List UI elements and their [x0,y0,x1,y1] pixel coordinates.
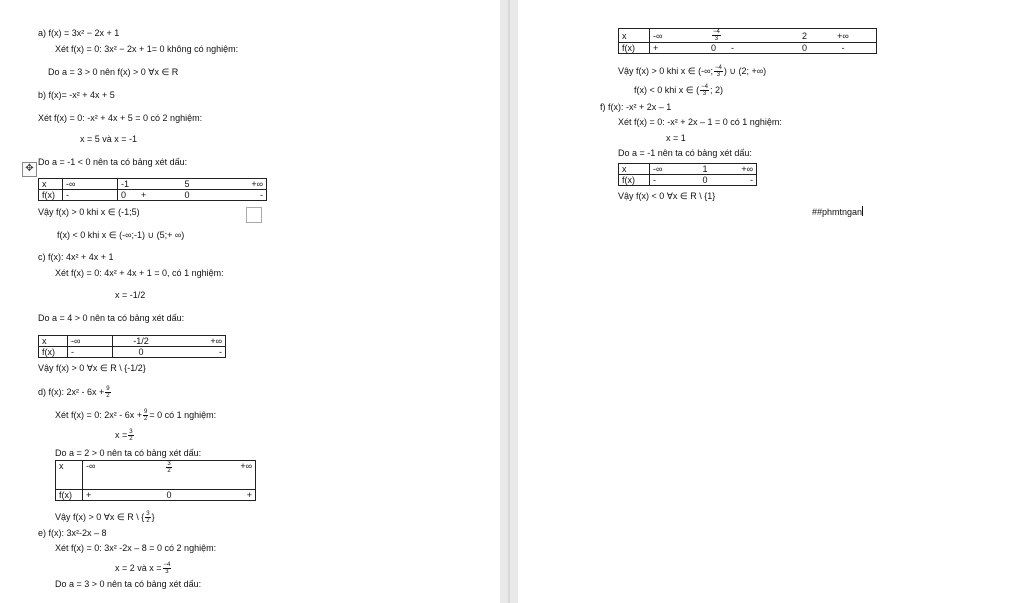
table-cell: 0 [113,347,170,358]
page-edge [508,0,510,603]
fraction-9-2: $\frac{9}{2}$ [144,409,148,422]
part-b-sign-table [38,178,267,201]
fraction-9-2: $\frac{9}{2}$ [106,386,110,399]
part-d-solve-text: Xét f(x) = 0: 2x² - 6x + [55,409,143,420]
layout-options-icon[interactable] [246,207,262,223]
table-cell: f(x) [619,175,650,186]
part-e-sign-intro: Do a = 3 > 0 nên ta có bảng xét dấu: [55,579,202,589]
part-d-result-tail: } [151,511,155,522]
table-cell: - [169,347,226,358]
part-e-solve: Xét f(x) = 0: 3x² -2x – 8 = 0 có 2 nghiệm: [55,543,217,553]
part-e-result-2 [634,84,723,97]
part-b-roots: x = 5 và x = -1 [80,134,138,144]
table-cell: -1/2 [113,336,170,347]
table-cell [708,29,754,43]
table-cell: x [56,461,83,490]
part-c-sign-intro: Do a = 4 > 0 nên ta có bảng xét dấu: [38,313,185,323]
part-e-heading: e) f(x): 3x²-2x – 8 [38,528,107,538]
table-cell: 5 [164,179,210,190]
fraction-minus4-3: $\frac{-4}{3}$ [713,29,720,42]
author-signature[interactable] [812,206,863,218]
document-page-right [518,0,1024,603]
sign-mark: - [731,43,735,53]
table-cell: x [39,179,63,190]
table-cell: + [189,490,256,501]
part-d-heading-text: d) f(x): 2x² - 6x + [38,386,105,397]
table-cell: 0 [164,190,210,201]
table-cell: x [619,164,650,175]
text-cursor [862,206,863,216]
part-c-heading: c) f(x): 4x² + 4x + 1 [38,252,114,262]
table-cell: -∞ [63,179,118,190]
table-row [619,175,757,186]
table-row [39,347,226,358]
table-cell: f(x) [56,490,83,501]
table-cell: - [810,43,877,54]
table-cell: 0 [149,490,189,501]
part-e-roots [115,562,172,575]
table-cell: f(x) [39,347,68,358]
table-row [39,336,226,347]
part-f-result: Vậy f(x) < 0 ∀x ∈ R \ {1} [618,191,716,201]
part-c-root: x = -1/2 [115,290,146,300]
part-d-solve-tail: = 0 có 1 nghiệm: [149,409,217,420]
part-d-sign-intro: Do a = 2 > 0 nên ta có bảng xét dấu: [55,448,202,458]
part-d-result-text: Vậy f(x) > 0 ∀x ∈ R \ { [55,511,145,522]
table-cell: -∞ [650,164,691,175]
table-row [56,461,256,490]
fraction-minus4-3: $\frac{-4}{3}$ [163,562,171,575]
part-e-sign-table [618,28,877,54]
part-f-solve: Xét f(x) = 0: -x² + 2x – 1 = 0 có 1 nghiệm: [618,117,782,127]
fraction-3-2: $\frac{3}{2}$ [146,511,150,524]
part-a-solve: Xét f(x) = 0: 3x² − 2x + 1= 0 không có nghiệm: [55,44,239,54]
part-f-sign-table [618,163,757,186]
table-cell [118,190,165,201]
part-c-solve: Xét f(x) = 0: 4x² + 4x + 1 = 0, có 1 nghiệm: [55,268,224,278]
table-cell: f(x) [39,190,63,201]
table-cell: - [68,347,113,358]
table-cell: 0 [754,43,810,54]
move-handle-icon[interactable]: ✥ [22,162,37,177]
table-cell: 0 [690,175,720,186]
part-e-result-2-tail: ; 2) [709,84,723,95]
part-b-heading: b) f(x)= -x² + 4x + 5 [38,90,115,100]
table-cell: - [210,190,267,201]
table-row [39,190,267,201]
fraction-minus4-3: $\frac{-4}{3}$ [701,84,708,97]
sign-mark: + [141,190,147,200]
part-e-result-1-tail: ) ∪ (2; +∞) [723,65,767,76]
table-row [619,43,877,54]
table-row [619,29,877,43]
table-row [619,164,757,175]
fraction-minus4-3: $\frac{-4}{3}$ [715,65,722,78]
table-cell: -∞ [650,29,709,43]
part-b-solve: Xét f(x) = 0: -x² + 4x + 5 = 0 có 2 nghiệm: [38,113,203,123]
table-cell: + [650,43,709,54]
part-f-root: x = 1 [666,133,686,143]
zero-mark: 0 [711,43,717,53]
part-e-result-1 [618,65,766,78]
table-cell: f(x) [619,43,650,54]
table-cell: x [39,336,68,347]
table-cell: +∞ [169,336,226,347]
signature-text: ##phmtngan [812,207,863,217]
table-cell [149,461,189,490]
table-cell: +∞ [189,461,256,490]
part-b-result-1: Vậy f(x) > 0 khi x ∈ (-1;5) [38,207,140,217]
page-gutter [500,0,518,603]
part-c-result: Vậy f(x) > 0 ∀x ∈ R \ {-1/2} [38,363,146,373]
part-d-heading [38,386,112,399]
part-b-sign-intro: Do a = -1 < 0 nên ta có bảng xét dấu: [38,157,188,167]
part-a-conclusion: Do a = 3 > 0 nên f(x) > 0 ∀x ∈ R [48,67,179,77]
part-d-sign-table [55,460,256,501]
part-b-result-2: f(x) < 0 khi x ∈ (-∞;-1) ∪ (5;+ ∞) [57,230,185,240]
part-e-result-2-text: f(x) < 0 khi x ∈ ( [634,84,700,95]
table-cell: - [63,190,118,201]
part-e-roots-text: x = 2 và x = [115,562,162,573]
document-page-left [0,0,500,603]
table-cell: +∞ [720,164,757,175]
part-d-result [55,511,155,524]
table-cell: - [650,175,691,186]
table-cell: -∞ [68,336,113,347]
part-a-heading: a) f(x) = 3x² − 2x + 1 [38,28,120,38]
table-cell: 1 [690,164,720,175]
part-d-root [115,429,135,442]
table-cell [708,43,754,54]
table-cell: -1 [118,179,165,190]
table-row [56,490,256,501]
part-d-solve [55,409,216,422]
table-cell: - [720,175,757,186]
part-e-result-1-text: Vậy f(x) > 0 khi x ∈ (-∞; [618,65,714,76]
table-cell: +∞ [810,29,877,43]
table-cell: + [83,490,150,501]
table-cell: +∞ [210,179,267,190]
part-c-sign-table [38,335,226,358]
fraction-3-2: $\frac{3}{2}$ [167,461,171,474]
part-f-heading: f) f(x): -x² + 2x – 1 [600,102,672,112]
zero-mark: 0 [121,190,127,200]
fraction-3-2: $\frac{3}{2}$ [129,429,133,442]
table-cell: 2 [754,29,810,43]
table-row [39,179,267,190]
table-cell: -∞ [83,461,150,490]
table-cell: x [619,29,650,43]
part-f-sign-intro: Do a = -1 nên ta có bảng xét dấu: [618,148,752,158]
part-d-root-text: x = [115,429,128,440]
